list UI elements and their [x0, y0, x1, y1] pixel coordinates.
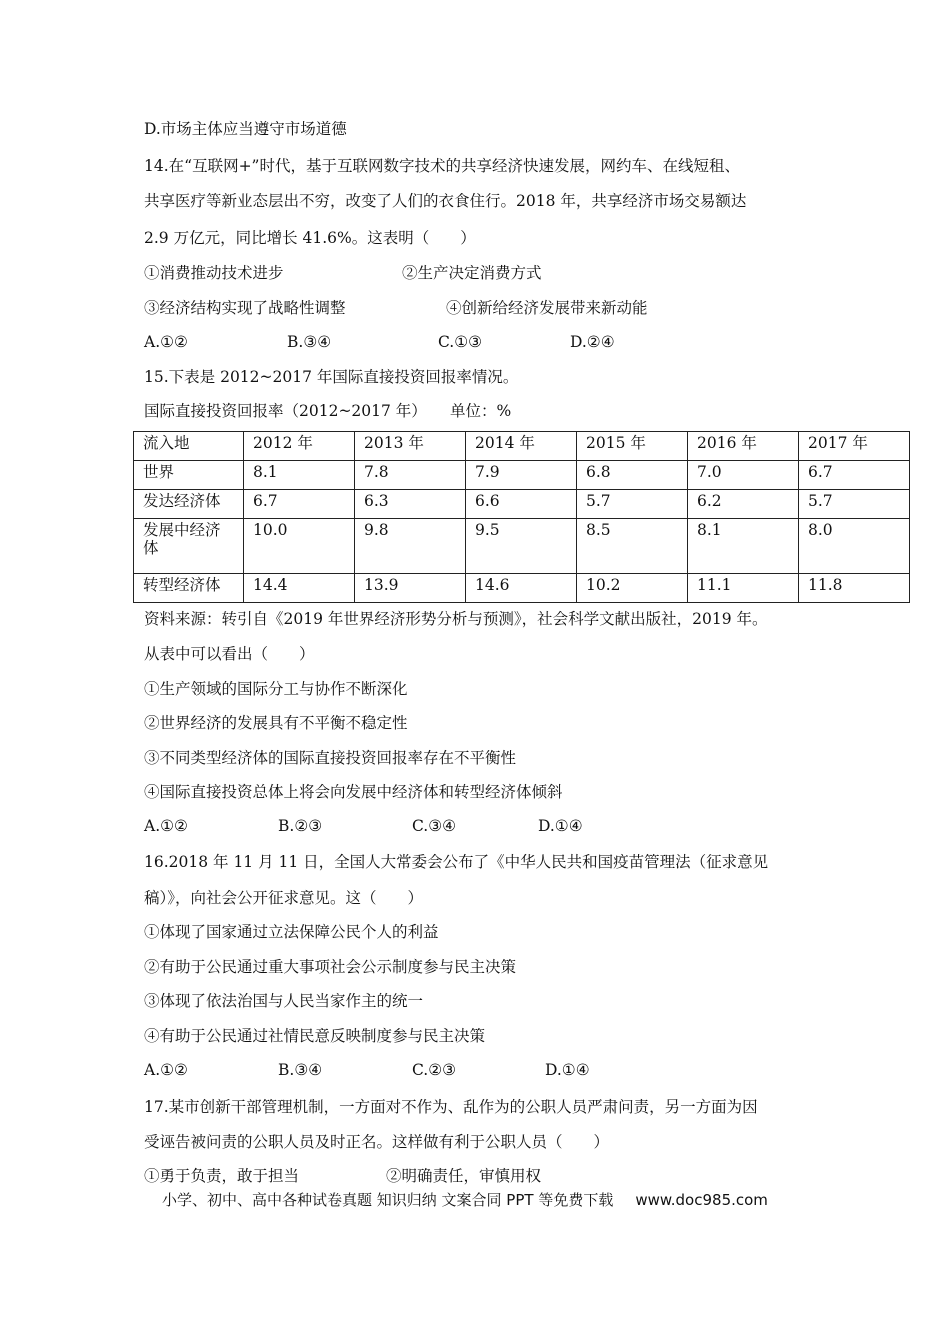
question-17-line-2: 受诬告被问责的公职人员及时正名。这样做有利于公职人员（ ）: [144, 1133, 610, 1151]
table-cell: 转型经济体: [134, 574, 244, 603]
table-cell: 8.1: [244, 461, 355, 490]
table-cell: 发展中经济体: [134, 519, 244, 574]
table-cell: 6.3: [355, 490, 466, 519]
question-15-statement-3: ③不同类型经济体的国际直接投资回报率存在不平衡性: [144, 749, 517, 767]
question-14-line-1: 14.在“互联网+”时代，基于互联网数字技术的共享经济快速发展，网约车、在线短租、: [144, 157, 740, 175]
question-17-statement-1: ①勇于负责，敢于担当: [144, 1167, 300, 1185]
investment-return-table: [133, 431, 910, 603]
table-cell: 14.6: [466, 574, 577, 603]
question-15-choice-a: A.①②: [144, 817, 188, 835]
question-16-statement-1: ①体现了国家通过立法保障公民个人的利益: [144, 923, 439, 941]
question-16-statement-2: ②有助于公民通过重大事项社会公示制度参与民主决策: [144, 958, 517, 976]
question-15-stem: 从表中可以看出（ ）: [144, 645, 315, 663]
page-footer: [162, 1190, 768, 1210]
question-15-statement-4: ④国际直接投资总体上将会向发展中经济体和转型经济体倾斜: [144, 783, 563, 801]
question-14-statement-2: ②生产决定消费方式: [402, 264, 542, 282]
table-row: [134, 519, 910, 574]
table-cell: 6.2: [688, 490, 799, 519]
question-14-choice-a: A.①②: [144, 333, 188, 351]
table-cell: 7.9: [466, 461, 577, 490]
question-14-choice-b: B.③④: [287, 333, 332, 351]
question-15-choice-d: D.①④: [538, 817, 583, 835]
table-cell: 8.1: [688, 519, 799, 574]
table-header-cell: 2016 年: [688, 432, 799, 461]
table-cell: 10.0: [244, 519, 355, 574]
question-16-choice-a: A.①②: [144, 1061, 188, 1079]
footer-site-link[interactable]: www.doc985.com: [635, 1191, 768, 1209]
question-16-choice-b: B.③④: [278, 1061, 323, 1079]
question-16-statement-4: ④有助于公民通过社情民意反映制度参与民主决策: [144, 1027, 486, 1045]
question-14-choice-d: D.②④: [570, 333, 615, 351]
table-row: [134, 461, 910, 490]
table-cell: 11.1: [688, 574, 799, 603]
table-header-cell: 2015 年: [577, 432, 688, 461]
table-row: [134, 490, 910, 519]
table-cell: 6.6: [466, 490, 577, 519]
question-14-statement-1: ①消费推动技术进步: [144, 264, 284, 282]
table-row: [134, 574, 910, 603]
footer-text: 小学、初中、高中各种试卷真题 知识归纳 文案合同 PPT 等免费下载: [162, 1191, 614, 1209]
question-14-choice-c: C.①③: [438, 333, 483, 351]
table-header-cell: 2014 年: [466, 432, 577, 461]
question-13-option-d: D.市场主体应当遵守市场道德: [144, 120, 347, 138]
table-cell: 13.9: [355, 574, 466, 603]
table-cell: 8.0: [799, 519, 910, 574]
question-15-line-1: 15.下表是 2012~2017 年国际直接投资回报率情况。: [144, 368, 519, 386]
table-cell: 10.2: [577, 574, 688, 603]
table-header-cell: 2017 年: [799, 432, 910, 461]
table-cell: 发达经济体: [134, 490, 244, 519]
question-16-choice-d: D.①④: [545, 1061, 590, 1079]
question-15-choice-c: C.③④: [412, 817, 457, 835]
question-16-choice-c: C.②③: [412, 1061, 457, 1079]
table-header-cell: 2013 年: [355, 432, 466, 461]
table-header-row: [134, 432, 910, 461]
question-14-line-2: 共享医疗等新业态层出不穷，改变了人们的衣食住行。2018 年，共享经济市场交易额达: [144, 192, 747, 210]
table-cell: 8.5: [577, 519, 688, 574]
table-cell: 6.7: [244, 490, 355, 519]
table-cell: 6.8: [577, 461, 688, 490]
table-cell: 9.8: [355, 519, 466, 574]
table-cell: 11.8: [799, 574, 910, 603]
table-cell: 世界: [134, 461, 244, 490]
question-14-statement-3: ③经济结构实现了战略性调整: [144, 299, 346, 317]
table-cell: 5.7: [799, 490, 910, 519]
question-15-statement-2: ②世界经济的发展具有不平衡不稳定性: [144, 714, 408, 732]
question-17-statement-2: ②明确责任，审慎用权: [386, 1167, 542, 1185]
question-16-statement-3: ③体现了依法治国与人民当家作主的统一: [144, 992, 424, 1010]
table-header-cell: 2012 年: [244, 432, 355, 461]
table-cell: 7.0: [688, 461, 799, 490]
table-header-cell: 流入地: [134, 432, 244, 461]
question-16-line-1: 16.2018 年 11 月 11 日，全国人大常委会公布了《中华人民共和国疫苗管理法（征求意见: [144, 853, 769, 871]
question-14-line-3: 2.9 万亿元，同比增长 41.6%。这表明（ ）: [144, 229, 476, 247]
question-15-choice-b: B.②③: [278, 817, 323, 835]
question-14-statement-4: ④创新给经济发展带来新动能: [446, 299, 648, 317]
question-17-line-1: 17.某市创新干部管理机制，一方面对不作为、乱作为的公职人员严肃问责，另一方面为因: [144, 1098, 758, 1116]
table-cell: 9.5: [466, 519, 577, 574]
table-cell: 7.8: [355, 461, 466, 490]
question-15-statement-1: ①生产领域的国际分工与协作不断深化: [144, 680, 408, 698]
table-caption: 国际直接投资回报率（2012~2017 年） 单位：%: [144, 402, 512, 420]
table-source-note: 资料来源：转引自《2019 年世界经济形势分析与预测》，社会科学文献出版社，2019 年。: [144, 610, 768, 628]
question-16-line-2: 稿）》，向社会公开征求意见。这（ ）: [144, 889, 424, 907]
table-cell: 6.7: [799, 461, 910, 490]
table-cell: 5.7: [577, 490, 688, 519]
table-cell: 14.4: [244, 574, 355, 603]
